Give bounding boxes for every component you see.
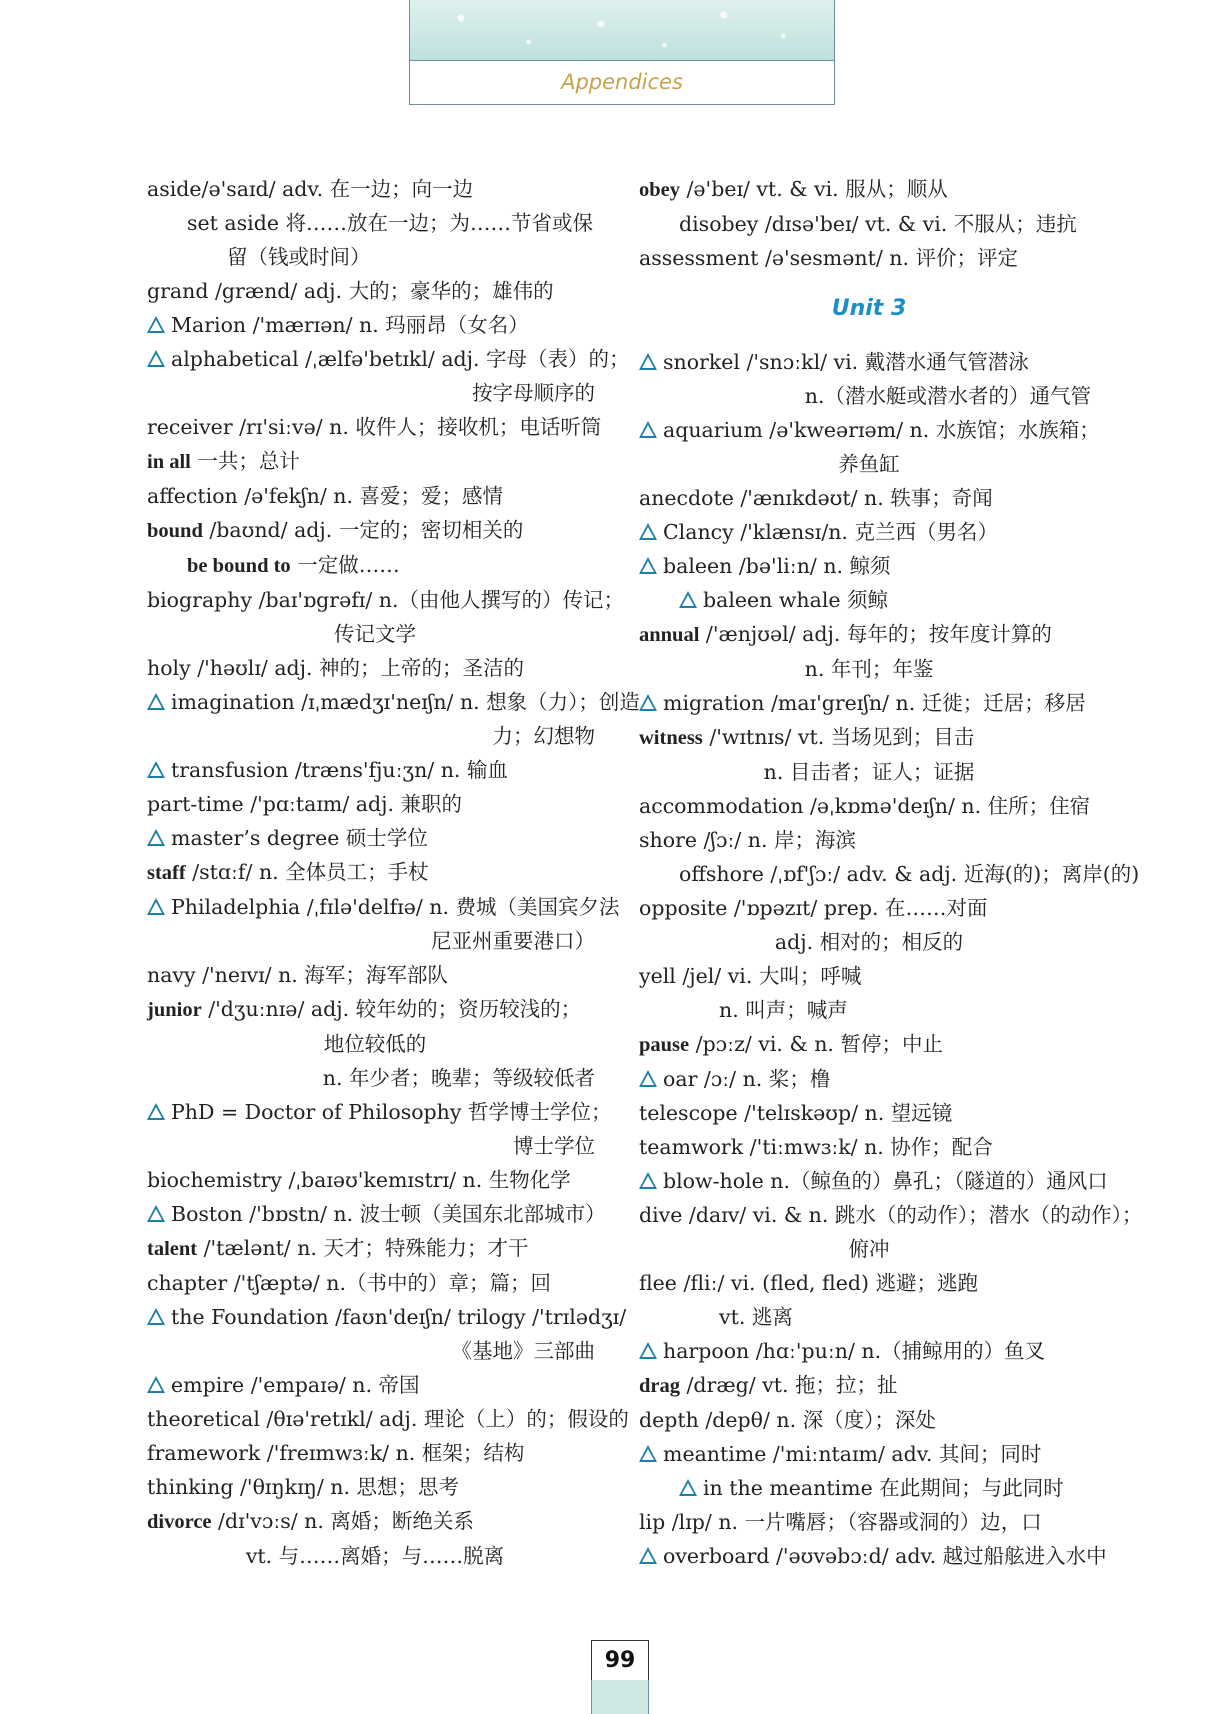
glossary-entry — [147, 924, 603, 958]
entry-text: Philadelphia /ˌfɪlə'delfɪə/ n. 费城（美国宾夕法 — [171, 895, 620, 919]
entry-text: bound /baʊnd/ adj. 一定的；密切相关的 — [147, 518, 524, 542]
entry-text: depth /depθ/ n. 深（度）；深处 — [639, 1408, 936, 1432]
entry-text: obey /ə'beɪ/ vt. & vi. 服从；顺从 — [639, 177, 948, 201]
entry-text: part-time /'pɑːtaɪm/ adj. 兼职的 — [147, 792, 462, 816]
triangle-marker-icon — [147, 1308, 165, 1325]
glossary-entry — [147, 1163, 603, 1197]
glossary-entry — [147, 206, 603, 240]
glossary-entry — [147, 1334, 603, 1368]
entry-text: accommodation /əˌkɒmə'deɪʃn/ n. 住所；住宿 — [639, 794, 1091, 818]
entry-text: Clancy /'klænsɪ/n. 克兰西（男名） — [663, 520, 998, 544]
entry-text: snorkel /'snɔːkl/ vi. 戴潜水通气管潜泳 — [663, 350, 1029, 374]
glossary-entry — [639, 447, 1099, 481]
glossary-entry — [639, 1027, 1099, 1062]
entry-text: affection /ə'fekʃn/ n. 喜爱；爱；感情 — [147, 484, 503, 508]
entry-text: the Foundation /faʊn'deɪʃn/ trilogy /'trɪlədʒɪ/ — [171, 1305, 627, 1329]
entry-text: set aside 将……放在一边；为……节省或保 — [187, 211, 593, 235]
entry-text: alphabetical /ˌælfə'betɪkl/ adj. 字母（表）的； — [171, 347, 630, 371]
glossary-entry — [639, 720, 1099, 755]
triangle-marker-icon — [147, 350, 165, 367]
entry-text: master’s degree 硕士学位 — [171, 826, 428, 850]
glossary-entry — [147, 1266, 603, 1300]
glossary-entry — [639, 515, 1099, 549]
glossary-entry — [147, 890, 620, 924]
glossary-entry — [639, 617, 1099, 652]
glossary-entry — [147, 513, 603, 548]
page-number-tab — [591, 1680, 649, 1714]
triangle-marker-icon — [639, 1172, 657, 1189]
glossary-entry — [147, 1436, 603, 1470]
glossary-entry — [147, 479, 603, 513]
glossary-entry — [147, 548, 603, 583]
glossary-entry — [639, 686, 1099, 720]
entry-text: lip /lɪp/ n. 一片嘴唇；（容器或洞的）边，口 — [639, 1510, 1042, 1534]
glossary-entry — [639, 857, 1140, 891]
left-column — [147, 172, 640, 1573]
entry-text: 力；幻想物 — [492, 724, 595, 748]
triangle-marker-icon — [679, 591, 697, 608]
entry-text: adj. 相对的；相反的 — [774, 930, 964, 954]
entry-text: witness /'wɪtnɪs/ vt. 当场见到；目击 — [639, 725, 975, 749]
triangle-marker-icon — [639, 523, 657, 540]
entry-text: holy /'həʊlɪ/ adj. 神的；上帝的；圣洁的 — [147, 656, 525, 680]
glossary-entry — [639, 652, 1099, 686]
glossary-entry — [639, 481, 1099, 515]
entry-text: offshore /ˌɒf'ʃɔː/ adv. & adj. 近海(的)；离岸(的) — [679, 862, 1140, 886]
triangle-marker-icon — [639, 421, 657, 438]
entry-text: biochemistry /ˌbaɪəʊ'kemɪstrɪ/ n. 生物化学 — [147, 1168, 571, 1192]
glossary-entry — [147, 1300, 627, 1334]
glossary-entry — [147, 444, 603, 479]
entry-text: drag /dræg/ vt. 拖；拉；扯 — [639, 1373, 898, 1397]
triangle-marker-icon — [639, 353, 657, 370]
entry-text: aside/ə'saɪd/ adv. 在一边；向一边 — [147, 177, 474, 201]
entry-text: blow-hole n.（鲸鱼的）鼻孔；（隧道的）通风口 — [663, 1169, 1108, 1193]
triangle-marker-icon — [147, 693, 165, 710]
glossary-entry — [639, 891, 1099, 925]
entry-text: yell /jel/ vi. 大叫；呼喊 — [639, 964, 862, 988]
glossary-entry — [147, 1539, 603, 1573]
glossary-entry — [639, 345, 1099, 379]
entry-text: anecdote /'ænɪkdəʊt/ n. 轶事；奇闻 — [639, 486, 993, 510]
glossary-entry — [639, 925, 1099, 959]
triangle-marker-icon — [147, 1376, 165, 1393]
entry-text: overboard /'əʊvəbɔːd/ adv. 越过船舷进入水中 — [663, 1544, 1107, 1568]
triangle-marker-icon — [147, 1103, 165, 1120]
entry-text: n. 年刊；年鉴 — [804, 657, 934, 681]
entry-text: grand /grænd/ adj. 大的；豪华的；雄伟的 — [147, 279, 554, 303]
glossary-entry — [147, 172, 603, 206]
entry-text: shore /ʃɔː/ n. 岸；海滨 — [639, 828, 857, 852]
glossary-entry — [147, 958, 603, 992]
glossary-entry — [147, 342, 630, 376]
glossary-entry — [639, 1539, 1107, 1573]
glossary-entry — [639, 549, 1099, 583]
glossary-entry — [639, 207, 1099, 241]
entry-text: aquarium /ə'kweərɪəm/ n. 水族馆；水族箱； — [663, 418, 1100, 442]
glossary-entry — [639, 1062, 1099, 1096]
triangle-marker-icon — [147, 1205, 165, 1222]
entry-text: Marion /'mærɪən/ n. 玛丽昂（女名） — [171, 313, 529, 337]
glossary-entry — [147, 753, 603, 787]
glossary-entry — [147, 1129, 603, 1163]
glossary-entry — [147, 992, 603, 1027]
glossary-entry — [147, 685, 640, 719]
glossary-entry — [639, 1232, 1099, 1266]
glossary-entry — [147, 1061, 603, 1095]
entry-text: meantime /'miːntaɪm/ adv. 其间；同时 — [663, 1442, 1042, 1466]
entry-text: vt. 与……离婚；与……脱离 — [245, 1544, 505, 1568]
right-column — [639, 172, 1143, 1573]
glossary-entry — [147, 240, 603, 274]
glossary-entry — [147, 308, 603, 342]
entry-text: talent /'tælənt/ n. 天才；特殊能力；才干 — [147, 1236, 529, 1260]
entry-text: 养鱼缸 — [838, 452, 900, 476]
glossary-entry — [639, 1300, 1099, 1334]
entry-text: receiver /rɪ'siːvə/ n. 收件人；接收机；电话听筒 — [147, 415, 602, 439]
entry-text: junior /'dʒuːnɪə/ adj. 较年幼的；资历较浅的； — [147, 997, 582, 1021]
glossary-entry — [639, 379, 1099, 413]
triangle-marker-icon — [639, 1547, 657, 1564]
entry-text: pause /pɔːz/ vi. & n. 暂停；中止 — [639, 1032, 943, 1056]
entry-text: in all 一共；总计 — [147, 449, 300, 473]
entry-text: 博士学位 — [513, 1134, 595, 1158]
entry-text: n.（潜水艇或潜水者的）通气管 — [804, 384, 1091, 408]
entry-text: theoretical /θɪə'retɪkl/ adj. 理论（上）的；假设的 — [147, 1407, 629, 1431]
entry-text: dive /daɪv/ vi. & n. 跳水（的动作）；潜水（的动作）； — [639, 1203, 1143, 1227]
entry-text: imagination /ɪˌmædʒɪ'neɪʃn/ n. 想象（力）；创造 — [171, 690, 640, 714]
glossary-entry — [639, 583, 1099, 617]
entry-text: migration /maɪ'greɪʃn/ n. 迁徙；迁居；移居 — [663, 691, 1086, 715]
triangle-marker-icon — [639, 694, 657, 711]
entry-text: divorce /dɪ'vɔːs/ n. 离婚；断绝关系 — [147, 1509, 474, 1533]
entry-text: opposite /'ɒpəzɪt/ prep. 在……对面 — [639, 896, 988, 920]
entry-text: 尼亚州重要港口） — [431, 929, 595, 953]
glossary-entry — [147, 1368, 603, 1402]
appendices-banner — [409, 0, 835, 105]
entry-text: baleen whale 须鲸 — [703, 588, 889, 612]
glossary-entry — [147, 821, 603, 855]
glossary-entry — [639, 993, 1099, 1027]
entry-text: vt. 逃离 — [719, 1305, 793, 1329]
entry-text: staff /stɑːf/ n. 全体员工；手杖 — [147, 860, 429, 884]
entry-text: oar /ɔː/ n. 桨；橹 — [663, 1067, 831, 1091]
triangle-marker-icon — [147, 898, 165, 915]
entry-text: 按字母顺序的 — [472, 381, 595, 405]
glossary-entry — [639, 789, 1099, 823]
entry-text: empire /'empaɪə/ n. 帝国 — [171, 1373, 420, 1397]
glossary-entry — [147, 1197, 606, 1231]
entry-text: 俯冲 — [848, 1237, 890, 1261]
entry-text: disobey /dɪsə'beɪ/ vt. & vi. 不服从；违抗 — [679, 212, 1077, 236]
glossary-entry — [639, 959, 1099, 993]
glossary-entry — [147, 1027, 603, 1061]
glossary-entry — [147, 1470, 603, 1504]
entry-text: thinking /'θɪŋkɪŋ/ n. 思想；思考 — [147, 1475, 460, 1499]
glossary-entry — [147, 274, 603, 308]
glossary-entry — [147, 1402, 629, 1436]
unit-heading: Unit 3 — [831, 296, 907, 321]
triangle-marker-icon — [147, 316, 165, 333]
glossary-entry — [147, 1231, 603, 1266]
section-title: Appendices — [561, 70, 683, 94]
glossary-entry — [639, 172, 1099, 207]
entry-text: 《基地》三部曲 — [451, 1339, 595, 1363]
glossary-entry — [147, 719, 603, 753]
glossary-entry — [639, 823, 1099, 857]
glossary-entry — [639, 755, 1099, 789]
entry-text: n. 叫声；喊声 — [719, 998, 848, 1022]
entry-text: 留（钱或时间） — [227, 245, 371, 269]
entry-text: in the meantime 在此期间；与此同时 — [703, 1476, 1064, 1500]
entry-text: teamwork /'tiːmwɜːk/ n. 协作；配合 — [639, 1135, 993, 1159]
entry-text: transfusion /træns'fjuːʒn/ n. 输血 — [171, 758, 508, 782]
triangle-marker-icon — [639, 1070, 657, 1087]
entry-text: n. 目击者；证人；证据 — [763, 760, 975, 784]
glossary-entry — [639, 1403, 1099, 1437]
glossary-entry — [639, 1437, 1099, 1471]
glossary-entry — [639, 413, 1099, 447]
entry-text: biography /baɪ'ɒgrəfɪ/ n.（由他人撰写的）传记； — [147, 588, 624, 612]
glossary-entry — [639, 1164, 1108, 1198]
entry-text: telescope /'telɪskəʊp/ n. 望远镜 — [639, 1101, 953, 1125]
entry-text: framework /'freɪmwɜːk/ n. 框架；结构 — [147, 1441, 525, 1465]
glossary-entry — [639, 241, 1099, 275]
glossary-entry — [147, 617, 603, 651]
glossary-entry — [639, 1334, 1099, 1368]
triangle-marker-icon — [147, 761, 165, 778]
page-number: 99 — [591, 1640, 649, 1682]
glossary-entry — [147, 1095, 612, 1129]
glossary-entry — [639, 1130, 1099, 1164]
entry-text: flee /fliː/ vi. (fled, fled) 逃避；逃跑 — [639, 1271, 978, 1295]
glossary-entry — [147, 410, 603, 444]
glossary-entry — [147, 855, 603, 890]
entry-text: assessment /ə'sesmənt/ n. 评价；评定 — [639, 246, 1018, 270]
glossary-entry — [147, 376, 603, 410]
glossary-entry — [147, 651, 603, 685]
glossary-entry — [639, 1096, 1099, 1130]
entry-text: chapter /'tʃæptə/ n.（书中的）章；篇；回 — [147, 1271, 551, 1295]
triangle-marker-icon — [639, 557, 657, 574]
glossary-entry — [639, 1505, 1099, 1539]
entry-text: be bound to 一定做…… — [187, 553, 400, 577]
triangle-marker-icon — [679, 1479, 697, 1496]
triangle-marker-icon — [147, 829, 165, 846]
entry-text: 传记文学 — [334, 622, 416, 646]
glossary-entry — [639, 1198, 1143, 1232]
glossary-entry — [147, 787, 603, 821]
triangle-marker-icon — [639, 1342, 657, 1359]
triangle-marker-icon — [639, 1445, 657, 1462]
entry-text: 地位较低的 — [323, 1032, 427, 1056]
entry-text: annual /'ænjʊəl/ adj. 每年的；按年度计算的 — [639, 622, 1052, 646]
entry-text: Boston /'bɒstn/ n. 波士顿（美国东北部城市） — [171, 1202, 606, 1226]
entry-text: n. 年少者；晚辈；等级较低者 — [322, 1066, 595, 1090]
entry-text: navy /'neɪvɪ/ n. 海军；海军部队 — [147, 963, 448, 987]
entry-text: harpoon /hɑː'puːn/ n.（捕鲸用的）鱼叉 — [663, 1339, 1046, 1363]
glossary-entry — [639, 1368, 1099, 1403]
glossary-entry — [639, 1471, 1099, 1505]
entry-text: baleen /bə'liːn/ n. 鲸须 — [663, 554, 891, 578]
banner-decoration — [410, 0, 834, 61]
glossary-entry — [147, 1504, 603, 1539]
entry-text: PhD = Doctor of Philosophy 哲学博士学位； — [171, 1100, 612, 1124]
glossary-entry — [639, 1266, 1099, 1300]
glossary-entry — [147, 583, 624, 617]
